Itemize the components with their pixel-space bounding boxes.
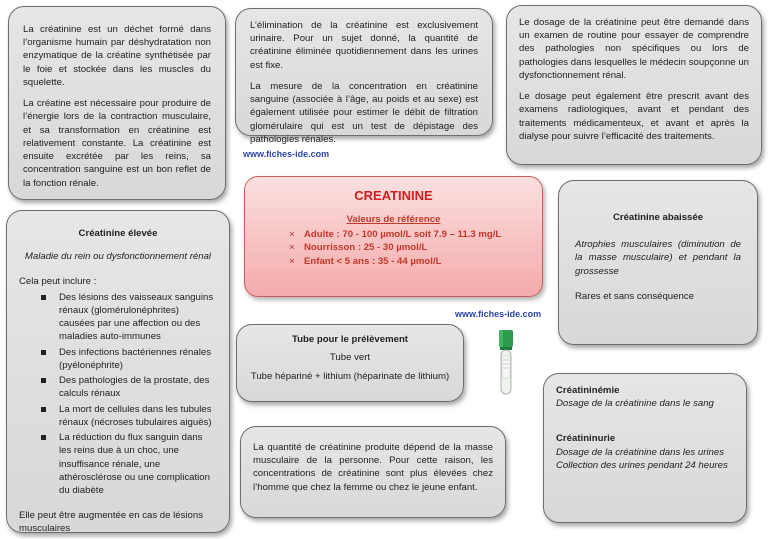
definition-desc-2a: Dosage de la créatinine dans les urines	[556, 446, 724, 458]
dosage-paragraph-1: Le dosage de la créatinine peut être demandé dans un examen de routine pour essayer de comprendre des pathologies non spécifiques ou lors de pathologies dans lesquelles le médecin soupçonne un dysfonctionnement rénal.	[519, 17, 749, 81]
card-creatinine-elevee	[6, 210, 230, 533]
tube-line-2: Tube hépariné + lithium (héparinate de lithium)	[250, 371, 450, 383]
elevee-outro: Elle peut être augmentée en cas de lésions musculaires	[19, 510, 204, 535]
dosage-paragraph-2: Le dosage peut également être prescrit avant des examens radiologiques, avant et pendant des traitements médicamenteux, et avant et après la dialyse pour suivre l’efficacité des traitements.	[519, 91, 749, 142]
tube-line-1: Tube vert	[329, 352, 371, 364]
list-item: Des infections bactériennes rénales (pyélonéphrite)	[41, 346, 217, 372]
elimination-paragraph-2: La mesure de la concentration en créatinine sanguine (associée à l’âge, au poids et au sexe) est également utilisée pour estimer le débit de filtration glomérulaire qui est un test de dépistage des pathologies rénales.	[250, 80, 478, 145]
abaissee-paragraph-2: Rares et sans conséquence	[575, 290, 694, 302]
quantite-text: La quantité de créatinine produite dépend de la masse musculaire de la personne. Pour cette raison, les concentrations de créatinine sont plus élevées chez l’homme que chez la femme ou chez le jeune enfant.	[253, 442, 493, 493]
elimination-paragraph-1: L’élimination de la créatinine est exclusivement urinaire. Pour un sujet donné, la quantité de créatinine éliminée quotidiennement dans les urines est fixe.	[250, 20, 478, 71]
definition-term-2: Créatininurie	[556, 433, 616, 445]
cross-bullet-icon: ×	[289, 242, 295, 254]
definition-paragraph-2: La créatine est nécessaire pour produire de l’énergie lors de la contraction musculaire, et sa transformation en créatinine est relativement constante. La créatinine est ensuite excrétée par les reins, sa concentration sanguine est un bon reflet de la fonction rénale.	[23, 98, 211, 189]
reference-value-child: × Enfant < 5 ans : 35 - 44 µmol/L	[289, 255, 442, 267]
abaissee-title: Créatinine abaissée	[612, 212, 704, 223]
cross-bullet-icon: ×	[289, 255, 295, 267]
website-link-middle[interactable]: www.fiches-ide.com	[455, 309, 542, 319]
card-dosage	[506, 5, 762, 165]
tube-title: Tube pour le prélèvement	[291, 334, 409, 345]
card-creatinine-reference	[244, 176, 543, 297]
card-definitions	[543, 373, 747, 523]
reference-value-infant: × Nourrisson : 25 - 30 µmol/L	[289, 242, 428, 254]
card-elimination	[235, 8, 493, 145]
list-item: Des pathologies de la prostate, des calculs rénaux	[41, 374, 217, 400]
elevee-causes-list	[19, 291, 217, 498]
elevee-subtitle: Maladie du rein ou dysfonctionnement rénal	[24, 251, 212, 263]
definition-term-1: Créatininémie	[556, 385, 620, 396]
card-creatinine-abaissee	[558, 180, 758, 345]
reference-value-adult: × Adulte : 70 - 100 µmol/L soit 7.9 – 11.3 mg/L	[289, 229, 502, 241]
creatinine-title: CREATININE	[354, 188, 433, 203]
list-item: Des lésions des vaisseaux sanguins rénaux (glomérulonéphrites) causées par une affection ou des maladies auto-immunes	[41, 291, 217, 344]
list-item: La mort de cellules dans les tubules rénaux (nécroses tubulaires aiguës)	[41, 403, 217, 429]
elevee-title: Créatinine élevée	[78, 228, 158, 239]
reference-values-list	[261, 228, 526, 268]
green-test-tube-image	[480, 326, 532, 402]
definition-desc-2b: Collection des urines pendant 24 heures	[556, 459, 728, 471]
abaissee-paragraph-1: Atrophies musculaires (diminution de la masse musculaire) et pendant la grossesse	[575, 239, 741, 277]
cross-bullet-icon: ×	[289, 229, 295, 241]
card-tube	[236, 324, 464, 402]
elevee-intro: Cela peut inclure :	[19, 276, 97, 288]
reference-values-heading: Valeurs de référence	[346, 213, 441, 225]
card-creatinine-definition	[8, 6, 226, 200]
card-quantite	[240, 426, 506, 518]
list-item: La réduction du flux sanguin dans les reins due à un choc, une insuffisance rénale, une athérosclérose ou une complication du diabète	[41, 431, 217, 497]
website-link-top[interactable]: www.fiches-ide.com	[243, 149, 330, 159]
definition-paragraph-1: La créatinine est un déchet formé dans l’organisme humain par déshydratation non enzymatique de la créatine synthétisée par le foie et stockée dans les muscles du squelette.	[23, 24, 211, 88]
definition-desc-1: Dosage de la créatinine dans le sang	[556, 398, 714, 410]
